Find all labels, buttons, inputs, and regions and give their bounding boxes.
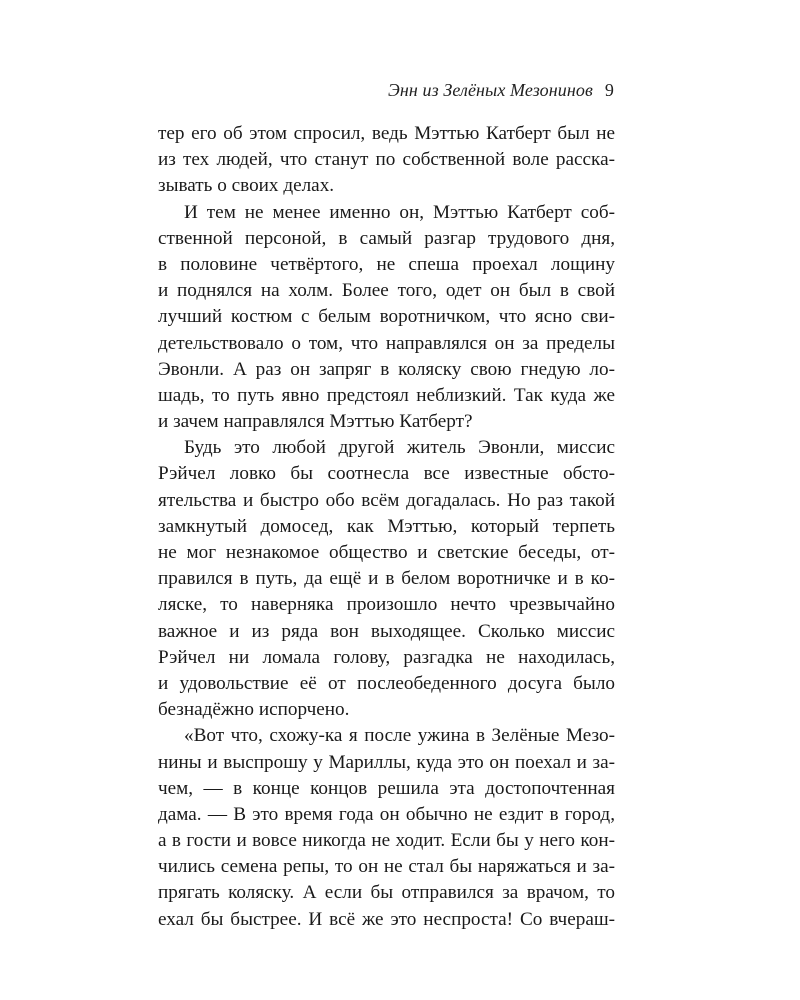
- text-line: важное и из ряда вон выходящее. Сколько миссис: [158, 620, 615, 642]
- text-line: Рэйчел ловко бы соотнесла все известные обсто-: [158, 463, 615, 485]
- text-line: детельствовало о том, что направлялся он за пределы: [158, 332, 615, 354]
- text-line: тер его об этом спросил, ведь Мэттью Катберт был не: [158, 123, 615, 144]
- text-line: и удовольствие её от послеобеденного досуга было: [158, 672, 615, 694]
- body-text: [158, 121, 615, 933]
- text-line: чем, — в конце концов решила эта достопочтенная: [158, 777, 615, 799]
- text-line: «Вот что, схожу-ка я после ужина в Зелёные Мезо-: [184, 725, 615, 747]
- text-line: ляске, то наверняка произошло нечто чрезвычайно: [158, 594, 615, 616]
- text-line: шадь, то путь явно предстоял неблизкий. Так куда же: [158, 384, 615, 406]
- text-line: ственной персоной, в самый разгар трудового дня,: [158, 227, 615, 249]
- text-line: Эвонли. А раз он запряг в коляску свою гнедую ло-: [158, 358, 615, 380]
- text-line: дама. — В это время года он обычно не ездит в город,: [158, 803, 615, 825]
- text-line: нины и выспрошу у Мариллы, куда это он поехал и за-: [158, 751, 615, 773]
- text-line: безнадёжно испорчено.: [158, 699, 350, 721]
- text-line: И тем не менее именно он, Мэттью Катберт соб-: [184, 201, 615, 223]
- text-line: в половине четвёртого, не спеша проехал лощину: [158, 253, 615, 275]
- text-line: ехал бы быстрее. И всё же это неспроста! Со вчераш-: [158, 908, 615, 930]
- text-line: и зачем направлялся Мэттью Катберт?: [158, 411, 473, 433]
- running-head: [388, 80, 614, 101]
- book-title: Энн из Зелёных Мезонинов: [387, 80, 593, 100]
- text-line: не мог незнакомое общество и светские беседы, от-: [158, 542, 615, 563]
- text-line: ятельства и быстро обо всём догадалась. Но раз такой: [158, 489, 615, 511]
- text-line: чились семена репы, то он не стал бы наряжаться и за-: [158, 856, 615, 878]
- text-line: лучший костюм с белым воротничком, что ясно сви-: [158, 306, 615, 328]
- text-line: прягать коляску. А если бы отправился за врачом, то: [158, 882, 615, 904]
- text-line: Будь это любой другой житель Эвонли, миссис: [184, 437, 615, 459]
- text-line: зывать о своих делах.: [158, 175, 335, 197]
- text-line: замкнутый домосед, как Мэттью, который терпеть: [158, 515, 615, 537]
- text-line: и поднялся на холм. Более того, одет он был в свой: [158, 280, 615, 302]
- text-line: правился в путь, да ещё и в белом воротничке и в ко-: [158, 568, 615, 590]
- text-line: а в гости и вовсе никогда не ходит. Если бы у него кон-: [158, 830, 615, 852]
- page-number: 9: [604, 80, 614, 100]
- text-line: из тех людей, что станут по собственной воле расска-: [158, 149, 615, 171]
- text-line: Рэйчел ни ломала голову, разгадка не находилась,: [158, 646, 615, 668]
